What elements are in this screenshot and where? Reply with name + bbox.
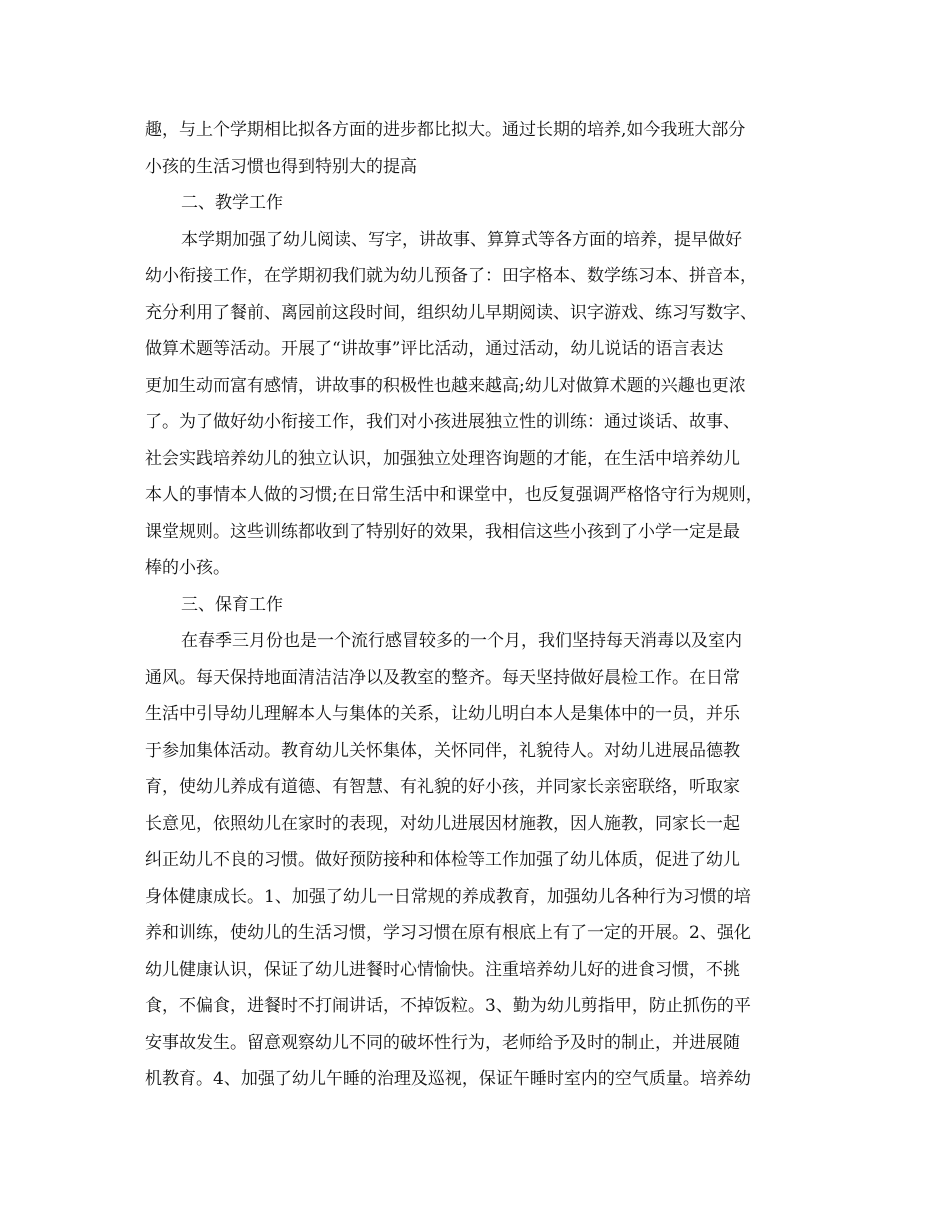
paragraph-line: 本人的事情本人做的习惯;在日常生活中和课堂中，也反复强调严格恪守行为规则， [145,485,763,505]
paragraph-line: 趣，与上个学期相比拟各方面的进步都比拟大。通过长期的培养,如今我班大部分 [145,120,746,140]
paragraph-line: 通风。每天保持地面清洁洁净以及教室的整齐。每天坚持做好晨检工作。在日常 [145,667,740,688]
paragraph-line: 棒的小孩。 [145,558,230,578]
paragraph-line: 长意见，依照幼儿在家时的表现，对幼儿进展因材施教，因人施教，同家长一起 [145,813,740,834]
paragraph-line: 幼小衔接工作，在学期初我们就为幼儿预备了：田字格本、数学练习本、拼音本， [145,266,757,286]
paragraph-line: 更加生动而富有感情，讲故事的积极性也越来越高;幼儿对做算术题的兴趣也更浓 [145,375,746,396]
paragraph-line: 养和训练，使幼儿的生活习惯，学习习惯在原有根底上有了一定的开展。2、强化 [145,923,751,943]
paragraph-line: 食，不偏食，进餐时不打闹讲话，不掉饭粒。3、勤为幼儿剪指甲，防止抓伤的平 [145,996,751,1016]
section-heading-care: 三、保育工作 [181,594,283,615]
section-heading-teaching: 二、教学工作 [181,193,283,213]
paragraph-line: 了。为了做好幼小衔接工作，我们对小孩进展独立性的训练：通过谈话、故事、 [145,412,740,432]
paragraph-line: 本学期加强了幼儿阅读、写字，讲故事、算算式等各方面的培养，提早做好 [181,229,742,250]
paragraph-line: 小孩的生活习惯也得到特别大的提高 [145,156,417,177]
paragraph-line: 于参加集体活动。教育幼儿关怀集体，关怀同伴，礼貌待人。对幼儿进展品德教 [145,740,740,761]
paragraph-line: 社会实践培养幼儿的独立认识，加强独立处理咨询题的才能，在生活中培养幼儿 [145,448,740,469]
document-body [145,112,825,1098]
paragraph-line: 充分利用了餐前、离园前这段时间，组织幼儿早期阅读、识字游戏、练习写数字、 [145,302,757,323]
paragraph-line: 安事故发生。留意观察幼儿不同的破坏性行为，老师给予及时的制止，并进展随 [145,1032,740,1053]
paragraph-line: 机教育。4、加强了幼儿午睡的治理及巡视，保证午睡时室内的空气质量。培养幼 [145,1069,751,1089]
paragraph-line: 生活中引导幼儿理解本人与集体的关系，让幼儿明白本人是集体中的一员，并乐 [145,704,740,724]
paragraph-line: 幼儿健康认识，保证了幼儿进餐时心情愉快。注重培养幼儿好的进食习惯，不挑 [145,959,740,980]
paragraph-line: 课堂规则。这些训练都收到了特别好的效果，我相信这些小孩到了小学一定是最 [145,521,740,542]
paragraph-line: 纠正幼儿不良的习惯。做好预防接种和体检等工作加强了幼儿体质，促进了幼儿 [145,850,740,870]
paragraph-line: 身体健康成长。1、加强了幼儿一日常规的养成教育，加强幼儿各种行为习惯的培 [145,886,751,907]
paragraph-line: 育，使幼儿养成有道德、有智慧、有礼貌的好小孩，并同家长亲密联络，听取家 [145,777,740,797]
paragraph-line: 在春季三月份也是一个流行感冒较多的一个月，我们坚持每天消毒以及室内 [181,631,742,651]
paragraph-line: 做算术题等活动。开展了“讲故事”评比活动，通过活动，幼儿说话的语言表达 [145,339,724,359]
